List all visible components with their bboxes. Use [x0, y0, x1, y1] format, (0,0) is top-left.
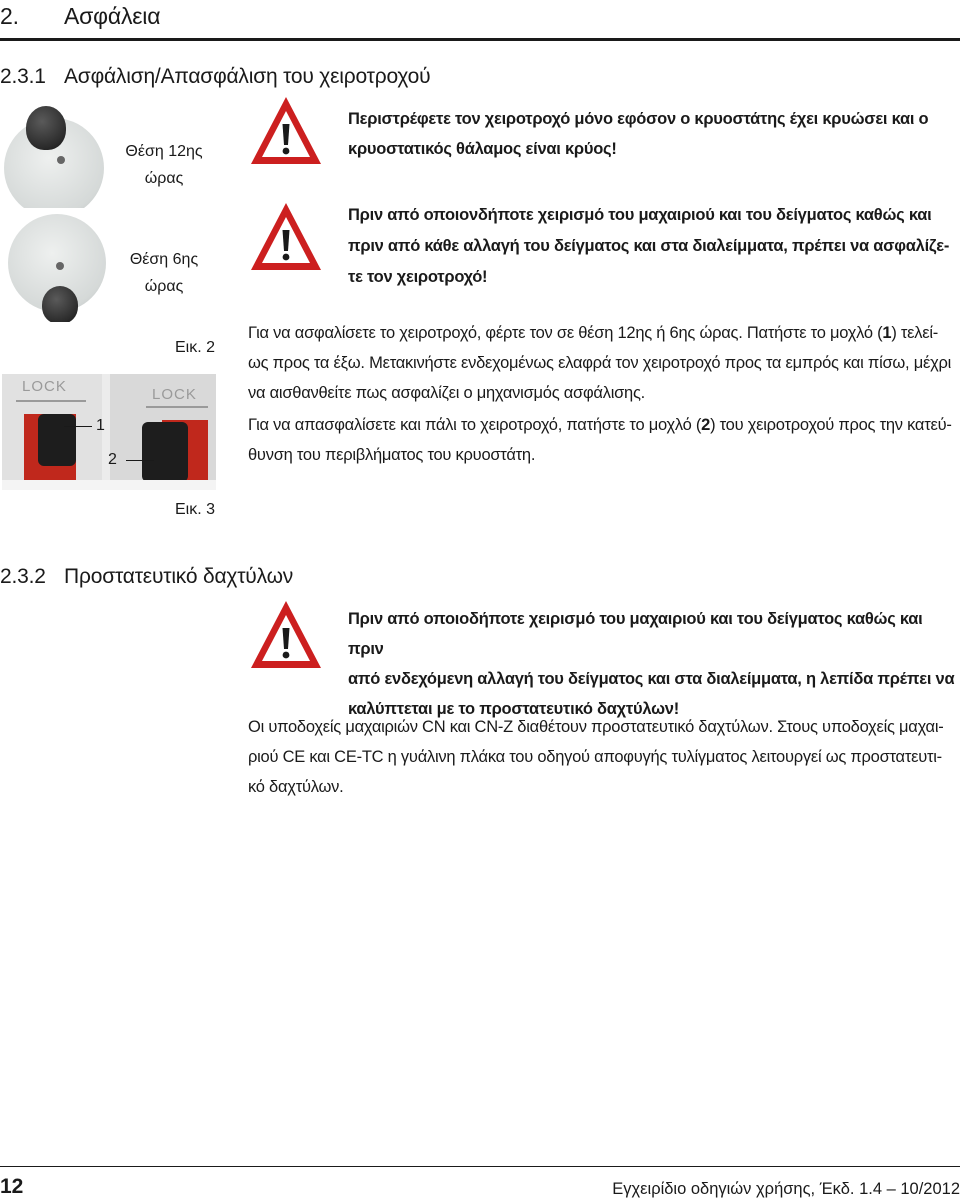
figure-2-caption: Εικ. 2 — [174, 339, 215, 356]
paragraph-line: να αισθανθείτε πως ασφαλίζει ο μηχανισμός ασφάλισης. — [248, 384, 646, 402]
label-12-oclock-line1: Θέση 12ης — [125, 143, 203, 160]
section-number: 2.3.1 — [0, 65, 46, 88]
warning-3-line: καλύπτεται με το προστατευτικό δαχτύλων! — [348, 700, 679, 718]
paragraph-line: κό δαχτύλων. — [248, 778, 344, 796]
section-title-text: Ασφάλιση/Απασφάλιση του χειροτροχού — [64, 65, 431, 88]
label-12-oclock-line2: ώρας — [144, 170, 184, 187]
reference-2: 2 — [701, 416, 711, 434]
text-run: ) του χειροτροχού προς την κατεύ- — [710, 416, 952, 434]
label-12-oclock — [116, 138, 212, 192]
lock-instructions-paragraph — [248, 318, 960, 408]
warning-3-text — [348, 604, 960, 724]
warning-1-line: κρυοστατικός θάλαμος είναι κρύος! — [348, 140, 617, 158]
paragraph-line: ως προς τα έξω. Μετακινήστε ενδεχομένως ελαφρά τον χειροτροχό προς τα εμπρός και πίσω, μέχρι — [248, 354, 952, 372]
chapter-title-text: Ασφάλεια — [64, 3, 161, 29]
warning-2-line: πριν από κάθε αλλαγή του δείγματος και στα διαλείμματα, πρέπει να ασφαλίζε- — [348, 237, 950, 255]
warning-3-line: Πριν από οποιοδήποτε χειρισμό του μαχαιριού και του δείγματος καθώς και πριν — [348, 610, 923, 658]
warning-2-line: τε τον χειροτροχό! — [348, 268, 488, 286]
lock-word-left: LOCK — [22, 378, 67, 395]
paragraph-line: ριού CE και CE-TC η γυάλινη πλάκα του οδηγού αποφυγής τυλίγματος λειτουργεί ως προστατευτι- — [248, 748, 942, 766]
footer-manual-info: Εγχειρίδιο οδηγιών χρήσης, Έκδ. 1.4 – 10/2012 — [612, 1180, 960, 1198]
warning-triangle-icon — [248, 94, 324, 168]
warning-triangle-icon — [248, 598, 324, 672]
chapter-title — [0, 2, 160, 30]
header-rule — [0, 38, 960, 41]
section-title-2-3-2 — [0, 564, 293, 590]
figure-3-caption: Εικ. 3 — [174, 501, 215, 518]
callout-1: 1 — [96, 417, 105, 434]
text-run: Για να ασφαλίσετε το χειροτροχό, φέρτε τον σε θέση 12ης ή 6ης ώρας. Πατήστε το μοχλό ( — [248, 324, 883, 342]
paragraph-line: Οι υποδοχείς μαχαιριών CN και CN-Z διαθέτουν προστατευτικό δαχτύλων. Στους υποδοχείς μαχαι- — [248, 718, 944, 736]
callout-1-leader — [64, 426, 92, 427]
knob-12-oclock-photo — [2, 104, 106, 208]
unlock-instructions-paragraph — [248, 410, 960, 470]
section-title-2-3-1 — [0, 64, 430, 90]
label-6-oclock-line2: ώρας — [144, 278, 184, 295]
paragraph-line — [248, 318, 960, 348]
lock-word-right: LOCK — [152, 386, 197, 403]
section-title-text: Προστατευτικό δαχτύλων — [64, 565, 294, 588]
label-6-oclock — [116, 246, 212, 300]
footer-rule — [0, 1166, 960, 1167]
warning-triangle-icon — [248, 200, 324, 274]
section-number: 2.3.2 — [0, 565, 46, 588]
warning-2-line: Πριν από οποιονδήποτε χειρισμό του μαχαιριού και του δείγματος καθώς και — [348, 206, 932, 224]
text-run: ) τελεί- — [891, 324, 939, 342]
knob-6-oclock-photo — [2, 214, 106, 322]
label-6-oclock-line1: Θέση 6ης — [129, 251, 199, 268]
warning-1-line: Περιστρέφετε τον χειροτροχό μόνο εφόσον ο κρυοστάτης έχει κρυώσει και ο — [348, 110, 929, 128]
finger-guard-paragraph — [248, 712, 960, 802]
lock-mechanism-photo — [2, 374, 216, 490]
warning-1-text — [348, 104, 960, 164]
callout-2: 2 — [108, 451, 117, 468]
reference-1: 1 — [882, 324, 892, 342]
chapter-number: 2. — [0, 3, 19, 29]
page-number: 12 — [0, 1175, 24, 1198]
paragraph-line — [248, 410, 960, 440]
paragraph-line: θυνση του περιβλήματος του κρυοστάτη. — [248, 446, 536, 464]
warning-2-text — [348, 200, 960, 293]
text-run: Για να απασφαλίσετε και πάλι το χειροτροχό, πατήστε το μοχλό ( — [248, 416, 702, 434]
callout-2-leader — [126, 460, 154, 461]
warning-3-line: από ενδεχόμενη αλλαγή του δείγματος και στα διαλείμματα, η λεπίδα πρέπει να — [348, 670, 955, 688]
